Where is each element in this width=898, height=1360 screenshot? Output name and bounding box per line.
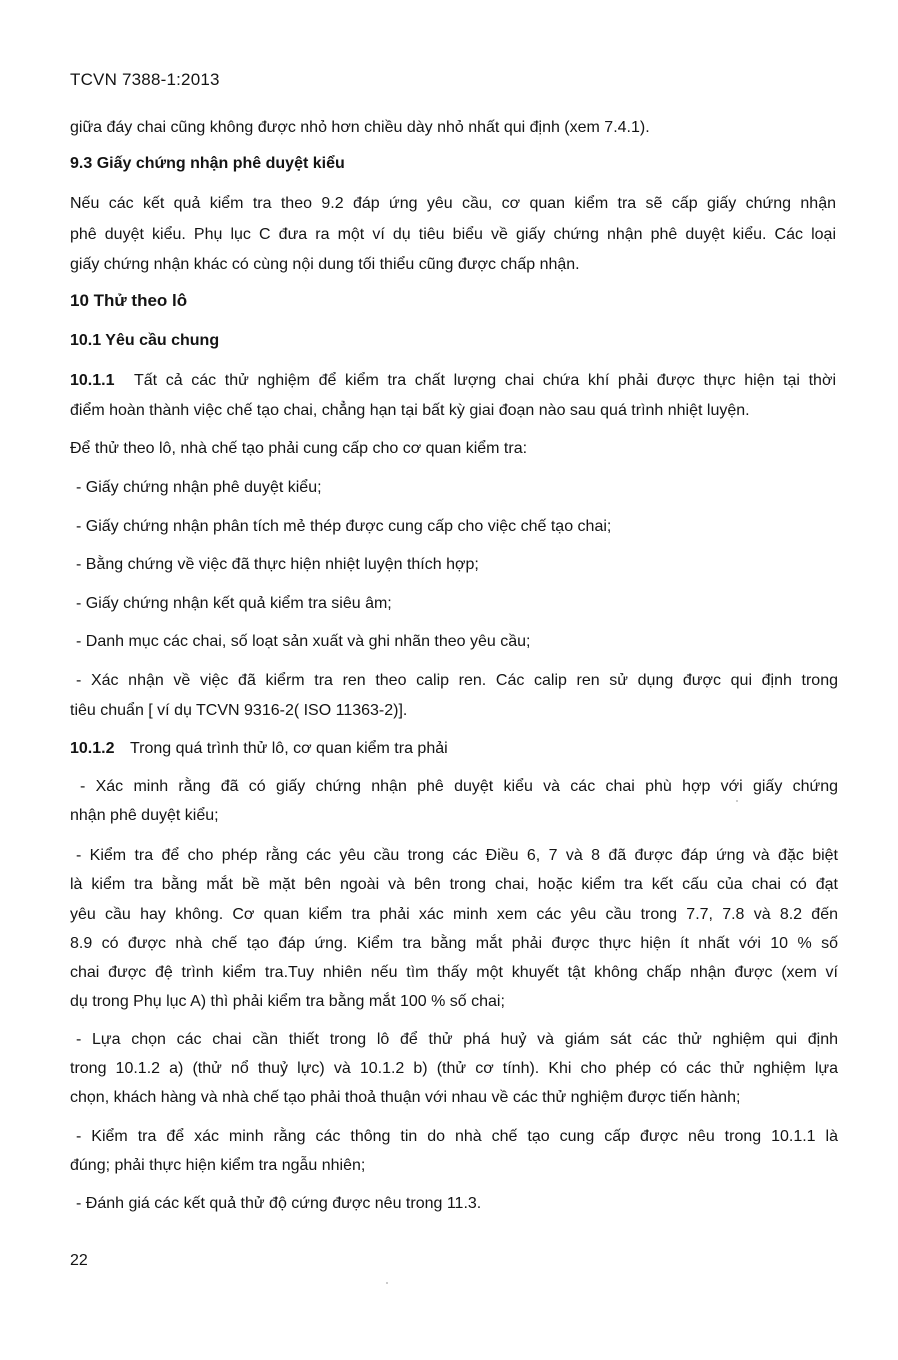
list-item: - Bằng chứng về việc đã thực hiện nhiệt luyện thích hợp; [76, 556, 479, 573]
list-item: - Giấy chứng nhận phân tích mẻ thép được cung cấp cho việc chế tạo chai; [76, 518, 612, 535]
body-line: 8.9 có được nhà chế tạo đáp ứng. Kiểm tra bằng mắt phải được thực hiện ít nhất với 10 % số [70, 935, 838, 952]
clause-number-10-1-1: 10.1.1 [70, 372, 115, 389]
body-line: dụ trong Phụ lục A) thì phải kiểm tra bằng mắt 100 % số chai; [70, 993, 505, 1010]
body-line: chọn, khách hàng và nhà chế tạo phải thoả thuận với nhau về các thử nghiệm được tiến hành; [70, 1089, 741, 1106]
list-item: - Giấy chứng nhận kết quả kiểm tra siêu âm; [76, 595, 392, 612]
body-line: tiêu chuẩn [ ví dụ TCVN 9316-2( ISO 11363-2)]. [70, 702, 408, 719]
list-item: - Xác minh rằng đã có giấy chứng nhận phê duyệt kiểu và các chai phù hợp với giấy chứng [80, 778, 838, 795]
scan-speck [736, 800, 738, 802]
body-line: giấy chứng nhận khác có cùng nội dung tối thiểu cũng được chấp nhận. [70, 256, 580, 273]
body-line: Trong quá trình thử lô, cơ quan kiểm tra phải [130, 740, 448, 757]
body-line: là kiểm tra bằng mắt bề mặt bên ngoài và bên trong chai, hoặc kiểm tra kết cấu của chai có đạt [70, 876, 838, 893]
list-item: - Kiểm tra để cho phép rằng các yêu cầu trong các Điều 6, 7 và 8 đã được đáp ứng và đặc biệt [76, 847, 838, 864]
body-line: nhận phê duyệt kiểu; [70, 807, 219, 824]
body-line: Để thử theo lô, nhà chế tạo phải cung cấp cho cơ quan kiểm tra: [70, 440, 528, 457]
list-item: - Giấy chứng nhận phê duyệt kiểu; [76, 479, 322, 496]
body-line: Nếu các kết quả kiểm tra theo 9.2 đáp ứng yêu cầu, cơ quan kiểm tra sẽ cấp giấy chứng nhận [70, 195, 836, 212]
section-heading-10-1: 10.1 Yêu cầu chung [70, 332, 220, 349]
body-line: yêu cầu hay không. Cơ quan kiểm tra phải xác minh xem các yêu cầu trong 7.7, 7.8 và 8.2 đến [70, 906, 838, 923]
list-item: - Lựa chọn các chai cần thiết trong lô để thử phá huỷ và giám sát các thử nghiệm qui định [76, 1031, 838, 1048]
list-item: - Danh mục các chai, số loạt sản xuất và ghi nhãn theo yêu cầu; [76, 633, 531, 650]
body-line: Tất cả các thử nghiệm để kiểm tra chất lượng chai chứa khí phải được thực hiện tại thời [134, 372, 836, 389]
list-item: - Xác nhận về việc đã kiểrm tra ren theo calip ren. Các calip ren sử dụng được qui định trong [76, 672, 838, 689]
section-heading-10: 10 Thử theo lô [70, 291, 188, 310]
list-item: - Đánh giá các kết quả thử độ cứng được nêu trong 11.3. [76, 1195, 482, 1212]
page-number: 22 [70, 1252, 88, 1269]
document-header: TCVN 7388-1:2013 [70, 70, 220, 89]
body-line: điểm hoàn thành việc chế tạo chai, chẳng hạn tại bất kỳ giai đoạn nào sau quá trình nhiệt luyện. [70, 402, 750, 419]
section-heading-9-3: 9.3 Giấy chứng nhận phê duyệt kiểu [70, 155, 345, 172]
body-line: giữa đáy chai cũng không được nhỏ hơn chiều dày nhỏ nhất qui định (xem 7.4.1). [70, 119, 650, 136]
list-item: - Kiểm tra để xác minh rằng các thông tin do nhà chế tạo cung cấp được nêu trong 10.1.1 là [76, 1128, 838, 1145]
clause-number-10-1-2: 10.1.2 [70, 740, 115, 757]
body-line: phê duyệt kiểu. Phụ lục C đưa ra một ví dụ tiêu biểu về giấy chứng nhận phê duyệt kiểu. Các loại [70, 226, 836, 243]
body-line: trong 10.1.2 a) (thử nổ thuỷ lực) và 10.1.2 b) (thử cơ tính). Khi cho phép có các thử nghiệm lựa [70, 1060, 838, 1077]
body-line: đúng; phải thực hiện kiểm tra ngẫu nhiên; [70, 1157, 366, 1174]
scan-speck [386, 1282, 388, 1284]
body-line: chai được đệ trình kiểm tra.Tuy nhiên nếu tìm thấy một khuyết tật không chấp nhận được (xem ví [70, 964, 838, 981]
